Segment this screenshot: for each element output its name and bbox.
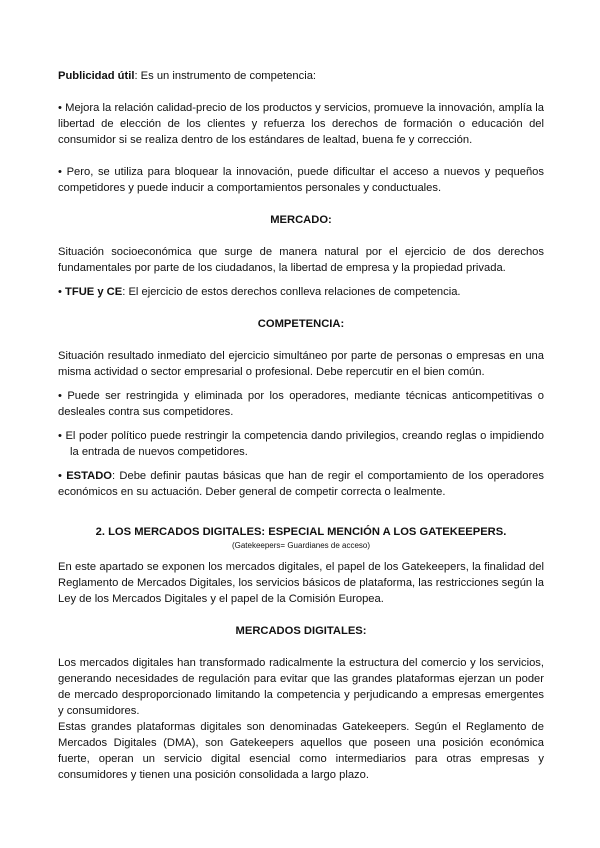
intro-bold: Publicidad útil [58, 70, 135, 82]
bullet-restringida: • Puede ser restringida y eliminada por los operadores, mediante técnicas anticompetitivas o desleales contra sus competidores. [58, 390, 544, 418]
competencia-text: Situación resultado inmediato del ejercicio simultáneo por parte de personas o empresas en una misma actividad o sector empresarial o profesional. Debe repercutir en el bien común. [58, 350, 544, 378]
intro-rest: : Es un instrumento de competencia: [134, 70, 317, 82]
estado-prefix: • [58, 470, 67, 482]
tfue-prefix: • [58, 286, 66, 298]
tfue-rest: : El ejercicio de estos derechos conlleva relaciones de competencia. [122, 286, 461, 298]
heading-mercado: MERCADO: [270, 214, 332, 226]
section-2-subtitle: (Gatekeepers= Guardianes de acceso) [231, 541, 371, 550]
mercado-text: Situación socioeconómica que surge de manera natural por el ejercicio de dos derechos fundamentales por parte de los ciudadanos, la libertad de empresa y la propiedad privada. [58, 246, 544, 274]
tfue-bold: TFUE y CE [65, 286, 123, 298]
bullet-estado [58, 468, 544, 500]
intro-paragraph [58, 68, 544, 84]
section-2-text: En este apartado se exponen los mercados digitales, el papel de los Gatekeepers, la finalidad del Reglamento de Mercados Digitales, los servicios básicos de plataforma, las restricciones según la Ley de los Mercados Digitales y el papel de la Comisión Europea. [58, 561, 544, 605]
document-page [58, 68, 544, 783]
section-2-title: 2. LOS MERCADOS DIGITALES: ESPECIAL MENCIÓN A LOS GATEKEEPERS. [95, 526, 507, 538]
estado-bold: ESTADO [66, 470, 112, 482]
bullet-poder-politico: • El poder político puede restringir la competencia dando privilegios, creando reglas o impidiendo la entrada de nuevos competidores. [58, 430, 544, 458]
estado-rest: : Debe definir pautas básicas que han de regir el comportamiento de los operadores económicos en su actuación. Deber general de competir correcta o lealmente. [58, 470, 544, 498]
bullet-mejora: • Mejora la relación calidad-precio de los productos y servicios, promueve la innovación, amplía la libertad de elección de los clientes y refuerza los derechos de formación o educación del consumidor si se realiza dentro de los estándares de lealtad, buena fe y corrección. [58, 102, 544, 146]
heading-mercados-digitales: MERCADOS DIGITALES: [235, 625, 367, 637]
mercados-digitales-p2: Estas grandes plataformas digitales son denominadas Gatekeepers. Según el Reglamento de Mercados Digitales (DMA), son Gatekeepers aquellos que poseen una posición económica fuerte, operan un servicio digital esencial como intermediarios para otras empresas y consumidores y tienen una posición consolidada a largo plazo. [58, 721, 544, 781]
bullet-pero: • Pero, se utiliza para bloquear la innovación, puede dificultar el acceso a nuevos y pequeños competidores y puede inducir a comportamientos personales y conductuales. [58, 166, 544, 194]
heading-competencia: COMPETENCIA: [257, 318, 345, 330]
mercados-digitales-p1: Los mercados digitales han transformado radicalmente la estructura del comercio y los servicios, generando necesidades de regulación para evitar que las grandes plataformas ejerzan un poder de mercado desproporcionado limitando la competencia y perjudicando a empresas emergentes y consumidores. [58, 657, 544, 717]
bullet-tfue [58, 284, 544, 300]
